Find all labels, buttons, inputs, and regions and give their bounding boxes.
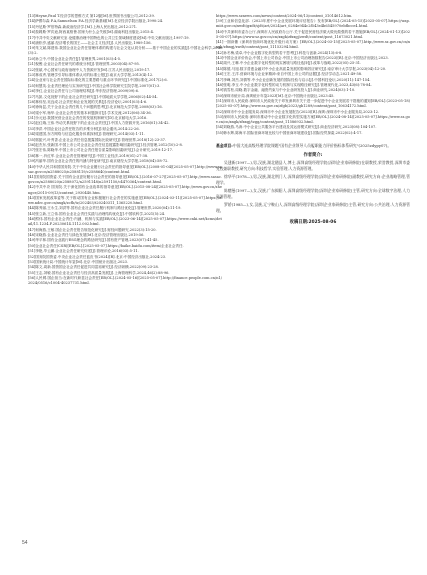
reference-item: [17]中共中央文献研究室.论健康治理中国特色的公共卫生领域制度建设[M].中央文献出版社,1997:19. (28, 35, 190, 40)
reference-item: [56]人民网.国企担当:在新时代彰显社会责任[EB/OL].(2024-05-16)[2025-05-07].http://finance.people.com.cn/n1/2024/0516/c1004-40237731.html. (28, 276, 222, 286)
reference-item: [46]熊伟.国有企业社会责任:内涵、机制与实践[EB/OL].(2023-06-14)[2025-05-07].https://www.cnki.net/kcms/detail/11.1234.F.20230614.1112.002.html. (28, 217, 222, 227)
reference-item: [28]林伟坚,吴良成.社会责任和企业发展的关系[J].经济论坛,2001(03):4-6. (28, 99, 148, 104)
reference-item: [43]国家发展改革委等.关于推动国有企业积极履行社会责任的实施意见[EB/OL].(2024-03-11)[2025-05-07].https://www.ndrc.gov.cn/xxgk/zcfb/tz/202403/t20240311_1365220.html. (28, 195, 222, 205)
reference-item: [19]朱文斌,陈建伟.我国企业社会责任管理体系的构建与社会文化认同分析——基于中国企业的实践[J].中国社会科学,2000(3):2. (28, 46, 222, 56)
reference-item: [44]陈秀丽,王永生,刘洪等.国有企业社会责任履行机制与路径优化[J].管理世界,2020(04):11-19. (28, 206, 182, 211)
reference-item: [16]詹姆斯·罗宾逊,阿西莫格鲁.国家为什么会失败[M].湖南科技出版社,2015:4. (28, 30, 155, 35)
reference-item: [50]企业社会责任(CSR)[EB/OL].[2025-05-07].https://baike.baidu.com/item/企业社会责任. (28, 243, 184, 248)
article-notes (216, 143, 410, 226)
reference-item: [25]何慧英.企业责任理论与实务研究[J].中国社会科学院研究生院学报,2007(01):3. (28, 83, 161, 88)
reference-item: [13]Heyne,Paul T.经济学的思维方式 第12版[M].世界图书出版公司,2012:39. (28, 14, 155, 18)
page-number: 54 (22, 540, 28, 546)
reference-column-right (216, 14, 410, 226)
reference-item: [40]中共深圳市委办公厅,深圳市人民政府办公厅.关于促进民营经济做大做优做强的若干措施[EB/OL].(2024-01-13)[2025-05-07].https://www.sz.gov.cn/cn/xxgk/zfxxgj/zwdt/content/post_11673021.html. (216, 29, 410, 39)
reference-item: [47]李峰,刘杰,刘倩等.中小企业创新发展的国际经验与启示[J].中国科技论坛,2020(11):147-154. (216, 77, 371, 82)
reference-column-left (28, 14, 222, 286)
reference-item: [48]张明,李玉.中小企业数字化转型的动力机制与实现路径研究[J].管理现代化,2023,43(6):78-84. (216, 83, 372, 88)
reference-item: [33]李洪.中国企业社会责任报告的多维分析[J].财会通讯,2014:22-26. (28, 126, 140, 131)
reference-item: [46]王宏,王洋.营商环境与企业家精神:来自中国上市公司的证据[J].经济学动态,2021:49-58. (216, 72, 363, 77)
reference-item: [55]王志,刘敏.国有企业社会责任与经济高质量发展[J].上海管理科学,2024,46(2):88-96. (28, 270, 170, 275)
reference-item: [51]深圳市人民政府.深圳市人民政府关于印发深圳市关于进一步促进中小企业发展若干措施的通知[EB/OL].(2023-05-18)[2025-05-07].http://www.sz.gov.cn/zfgb/2023/gb1289/content/post_10634172.html. (216, 99, 410, 109)
reference-item: [20]孙立中,中国企业社会责任[J].管理世界,2001(03):4-5. (28, 56, 122, 61)
fund-statement (216, 143, 410, 148)
reference-item: [26]李红,企业社会责任与公司治理结构[J].华东经济管理,2009(09):6. (28, 89, 140, 94)
reference-item: [54]陈文,周新.国资国企社会责任促进共同富裕研究[J].经济纵横,2022(09):23-28. (28, 265, 159, 270)
reference-item: [44]周兴,王琳.中小企业数字化转型的现实困境与路径选择[J].改革与战略,2022(05):25-31. (216, 61, 362, 66)
reference-item: [41]国务院国资委.关于国有企业更好履行社会责任的指导意见[EB/OL].(2016-07-27)[2025-05-07].http://www.sasac.gov.cn/n2588020/n2588072/n2591148/n2591150/c4470364/content.html. (28, 175, 222, 185)
reference-item: [55]韩永辉,陈海平.国际营商环境比较与中国营商环境建设[J].国际经贸探索,2022(02):4-17. (216, 130, 363, 135)
reference-item: [14]萨缪尔森 P.A,Samuelson P.A.经济学新基础[M].北京经济学院出版社,1990:24. (28, 19, 164, 24)
author-bio: 陈穗曼(1997—),女,汉族,广东揭阳人,深圳高级经理学院(深圳企业家研修院)主管,研究方向:全球数字治理,人力资源管理。 (216, 189, 410, 199)
reference-item: [21]倪俊.企业社会责任研究的系统分析[J].管理世界,2003(04):87-95. (28, 62, 140, 67)
author-bio: 徐华平(1978—),男,汉族,湖北荆门人,深圳高级经理学院(深圳企业家研修院)副教授,研究方向:企业战略管理,管理学。 (216, 175, 410, 185)
reference-item: [45]陈德,马旭.数字普惠金融对中小企业高质量发展的影响效应研究[J].南京审计大学学报,2023(04):12-20. (216, 66, 387, 71)
author-bio: 罗娇(1985—),女,汉族,辽宁鞍山人,深圳高级经理学院(深圳企业家研修院)主管,研究方向:公共治理,人力资源管理。 (216, 203, 410, 213)
reference-item: [41]一图读懂《深圳市营商环境优化升级行动方案》[EB/OL].(2024-03-15)[2025-05-07].http://www.sz.gov.cn/cn/xxgk/zfxxgj/zwdt/content/post_11153294.html. (216, 40, 410, 50)
reference-item: [52]国务院国资委.中央企业社会责任蓝皮书(2024)[R].北京:中国经济出版社,2024:23. (28, 254, 167, 259)
reference-item: [37]张宏伟,陈晓华.中国上市公司社会责任报告质量影响因素研究[J].会计研究,2019:12-17. (28, 148, 174, 153)
reference-item: [30]梁小军,杨华.企业社会责任的基本问题探讨[J].学术交流,2012(06):34-36. (28, 110, 152, 115)
reference-item: [43]中国企业评价协会,中国上市公司协会.中国上市公司治理指数报告(2023)[R].北京:中国经济出版社,2023. (216, 56, 389, 61)
reference-item: [51]李艳,毕云鹏.企业社会责任研究综述[J].管理评论,2016(03):5-11. (28, 249, 139, 254)
fund-text: 中国大连高级经理学院课题"国有企业领导人员履职能力评价指标体系研究"(2025zdypy07)。 (232, 142, 392, 148)
reference-item: [27]马凯.文化视野下的企业社会责任研究[J].中国地质大学学报,2006(02):44-54. (28, 94, 158, 99)
reference-item: [47]何海燕,王敏.国企社会责任报告规范化研究[J].财经问题研究,2022(3):15-20. (28, 227, 157, 232)
reference-item: [49]钱雪松,周晓.数字金融、融资约束与中小企业研发投入[J].商业研究,2024(03):1-10. (216, 88, 356, 93)
reference-item: [15]丹尼斯·罗伯特森.新政治经济学.[M].上海人民出版社,2012:271. (28, 24, 138, 29)
author-bios (216, 161, 410, 214)
reference-item: [54]刘晓燕,马涛.中小企业公共服务平台建设及其运营模式研究[J].商业经济研究,2023(08):104-107. (216, 125, 377, 130)
reference-item: [50]深圳市统计局.深圳统计年鉴2023[M].北京:中国统计出版社,2023:45. (216, 93, 335, 98)
reference-item: [52]深圳市中小企业服务局.深圳市中小企业发展报告(2023)[R].深圳:深圳市中小企业服务局,2023:12. (216, 109, 380, 114)
reference-item: [39]工业和信息化部.《2023年度中小企业发展环境评估报告》发布[EB/OL].(2024-05-15)[2025-05-07].https://wap.miit.gov.cn/xwdt/gxdt/sjdt/art/2024/art_0284e944c2f543e4b6545970ebfbcce4.html. (216, 19, 410, 29)
reference-item: [23]林成秀,管理学引导标准体系认可的标准公报[J].南京大学学报,2013(4):12. (28, 72, 154, 77)
reference-item: [40]中华人民共和国国务院.关于中央企业履行社会责任的指导意见[EB/OL].(2008-01-04)[2025-05-07].http://www.sasac.gov.cn/n2588025/n2588119/c2588640/content.html. (28, 164, 222, 174)
reference-item: [35]郭振兴,叶秀香.企业社会责任信息披露国际比较研究[J].管理世界,2018(12):23-37. (28, 137, 167, 142)
reference-item: [36]赵杰东,张新国.中国上市公司企业社会责任信息披露影响因素研究[J].经济管理,2012(10):2-8. (28, 143, 183, 148)
reference-item: [39]冯丽华.国有企业社会责任的内涵与特征研究[J].南京财经大学学报,2018(04):58-72. (28, 159, 169, 164)
reference-item: [38]林一,肖红军.企业社会责任管理研究[J].中国工业经济,2019(01):27-38. (28, 153, 149, 158)
reference-item: [31]佘元冠.我国民营企业社会责任的发展机制研究[D].北京邮电大学,2016. (28, 116, 148, 121)
reference-item: [22]张斌,中心国家与政府治理中人力资源开发[M].江苏人民出版社,2019:17. (28, 67, 151, 72)
reference-item: [42]孙冬梅,梁卓,中小企业数字化转型的若干思考[J].科技与创新,2024(13):6-8. (216, 50, 343, 55)
reference-item: [29]徐尚昆,关于企业社会责任的几个问题的思考[J].北京师范大学学报,2008(03):16. (28, 105, 163, 110)
reference-item: [32]赵红娥,王伟.劳动关系视野下的企业社会责任[J].中国人力资源开发,2016(01):34-42. (28, 121, 170, 126)
reference-item: https://www.sznews.com/news/content/2024-06/13/content_31014612.htm. (216, 14, 353, 18)
fund-label: 基金项目: (216, 142, 233, 148)
reference-item: [24]企业家与社会责任国际标准化的主要思路与重点环节研究[J].中国标准化,2017(2):6. (28, 78, 168, 83)
reference-item: [49]华平林.国有企业践行ESG理念的路径研究[J].国有资产管理,2023(07):41-45. (28, 238, 159, 243)
reference-item: [48]宋晓燕.企业社会责任与绿色发展[M].北京:经济管理出版社,2019:56. (28, 232, 145, 237)
received-date: 收稿日期:2025-08-06 (289, 220, 337, 226)
reference-item: [42]中共中央 国务院.关于深化国有企业改革的指导意见[EB/OL].(2015-08-24)[2025-05-07].http://www.gov.cn/zhengce/2015-09/13/content_2930440.htm. (28, 185, 222, 195)
reference-item: [53]深圳市人民政府.深圳市推动中小企业数字化转型实施方案[EB/OL].(2024-08-14)[2025-05-07].https://www.sz.gov.cn/cn/xxgk/zfxxgj/tzgg/content/post_11586932.html. (216, 115, 410, 125)
authors-heading: 作者简介: (303, 153, 323, 159)
author-bio: 吴建新(1997—),男,汉族,湖北随县人,博士,深圳高级经理学院(深圳企业家研修院)在职教授,荣誉教授,深圳市委党校兼职教授,研究方向:科技哲学,实验管理,人力资源管理。 (216, 161, 410, 171)
reference-item: [18]唐松亭,盛丽.经济增长的国王——社会主义经济[J].人民出版社,1989:156. (28, 40, 152, 45)
reference-item: [45]张立新,王立伟.国有企业社会责任实践与治理结构优化[J].中国软科学,2021(5):24. (28, 211, 166, 216)
reference-item: [34]梁建国,东方网络与信息化服务体系探析[J].管理研究,2014(03):1-11. (28, 132, 145, 137)
reference-item: [53]国家统计局.中国统计年鉴[M].北京:中国统计出版社,2023. (28, 259, 129, 264)
reference-list-right (216, 14, 410, 136)
